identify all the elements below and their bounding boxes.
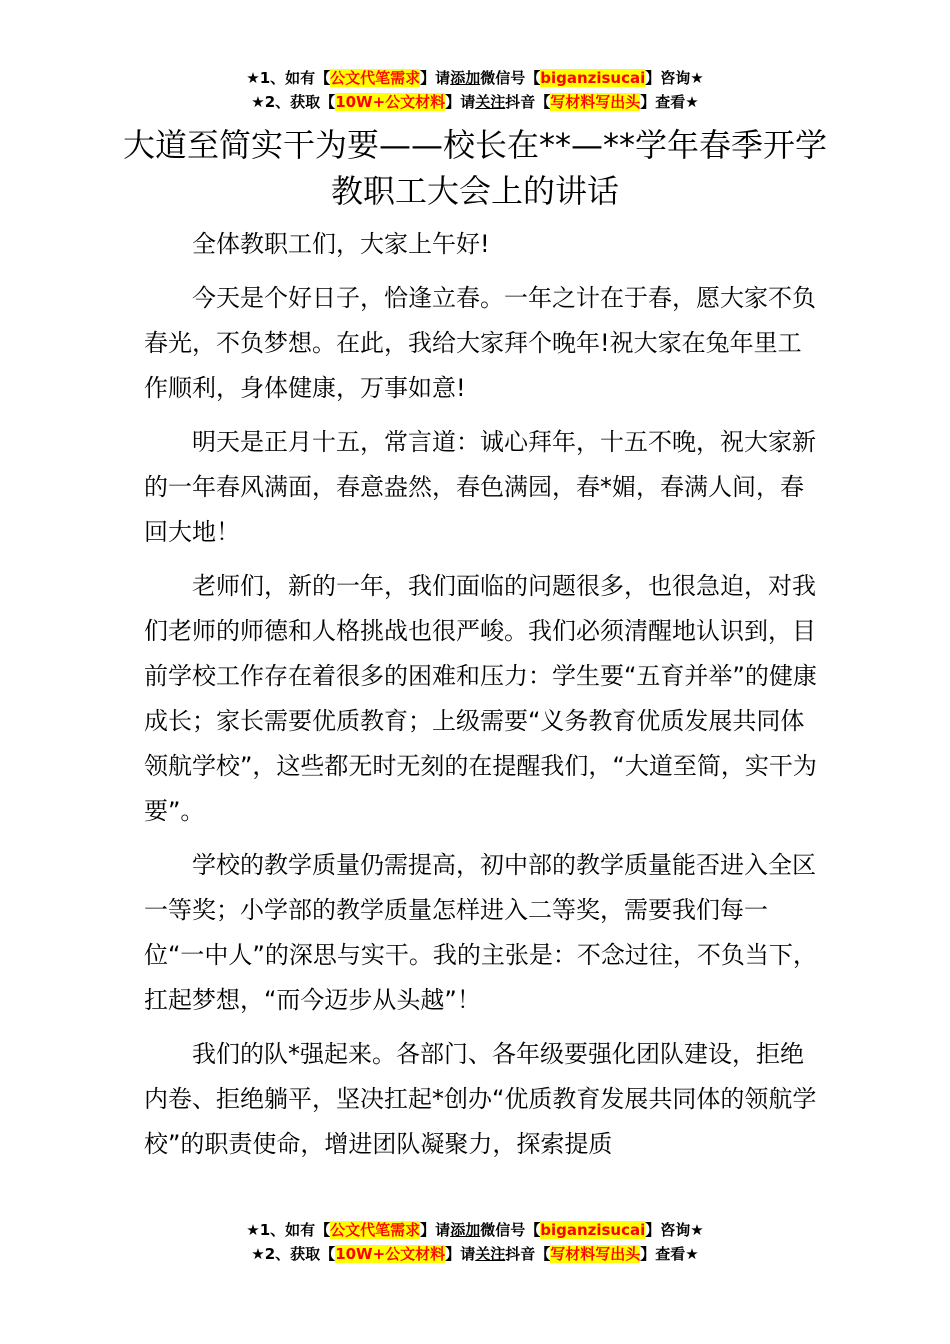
paragraph: 明天是正月十五，常言道：诚心拜年，十五不晚，祝大家新的一年春风满面，春意盎然，春色满园，春*媚，春满人间，春回大地！ bbox=[144, 428, 816, 546]
paragraph: 全体教职工们，大家上午好! bbox=[192, 230, 490, 258]
promo-text: ★1、如有【 bbox=[246, 1221, 331, 1239]
promo-text: 】请 bbox=[420, 69, 451, 87]
paragraph: 今天是个好日子，恰逢立春。一年之计在于春，愿大家不负春光，不负梦想。在此，我给大家拜个晚年!祝大家在兔年里工作顺利，身体健康，万事如意! bbox=[144, 284, 816, 402]
promo-highlight: 写材料写出头 bbox=[550, 93, 641, 111]
document-title: 大道至简实干为要——校长在**—**学年春季开学教职工大会上的讲话 bbox=[122, 126, 827, 210]
promo-text: ★2、获取【 bbox=[251, 93, 336, 111]
promo-line-1 bbox=[0, 1218, 950, 1242]
promo-highlight: biganzisucai bbox=[540, 69, 646, 87]
promo-underline: 添加 bbox=[450, 69, 481, 87]
promo-underline: 关注 bbox=[475, 1245, 506, 1263]
document-body bbox=[144, 222, 824, 1176]
promo-text: 抖音【 bbox=[505, 93, 551, 111]
paragraph: 老师们，新的一年，我们面临的问题很多，也很急迫，对我们老师的师德和人格挑战也很严峻。我们必须清醒地认识到，目前学校工作存在着很多的困难和压力：学生要“五育并举”的健康成长；家长需要优质教育；上级需要“义务教育优质发展共同体领航学校”，这些都无时无刻的在提醒我们，“大道至简，实干为要”。 bbox=[144, 572, 817, 825]
promo-highlight: 10W+公文材料 bbox=[335, 1245, 446, 1263]
promo-text: 微信号【 bbox=[480, 1221, 541, 1239]
paragraph: 我们的队*强起来。各部门、各年级要强化团队建设，拒绝内卷、拒绝躺平，坚决扛起*创办“优质教育发展共同体的领航学校”的职责使命，增进团队凝聚力，探索提质 bbox=[144, 1040, 817, 1158]
promo-text: 】查看★ bbox=[640, 93, 699, 111]
paragraph: 学校的教学质量仍需提高，初中部的教学质量能否进入全区一等奖；小学部的教学质量怎样进入二等奖，需要我们每一位“一中人”的深思与实干。我的主张是：不念过往，不负当下，扛起梦想，“而今迈步从头越”！ bbox=[144, 851, 817, 1014]
promo-text: 】咨询★ bbox=[645, 1221, 704, 1239]
promo-line-1 bbox=[0, 66, 950, 90]
promo-highlight: 公文代笔需求 bbox=[330, 69, 421, 87]
header-promo-banner bbox=[0, 66, 950, 114]
promo-highlight: 公文代笔需求 bbox=[330, 1221, 421, 1239]
promo-highlight: biganzisucai bbox=[540, 1221, 646, 1239]
promo-text: 】请 bbox=[445, 93, 476, 111]
promo-text: 】咨询★ bbox=[645, 69, 704, 87]
promo-text: 抖音【 bbox=[505, 1245, 551, 1263]
promo-highlight: 10W+公文材料 bbox=[335, 93, 446, 111]
promo-text: ★1、如有【 bbox=[246, 69, 331, 87]
promo-text: 】查看★ bbox=[640, 1245, 699, 1263]
footer-promo-banner bbox=[0, 1218, 950, 1266]
promo-text: 微信号【 bbox=[480, 69, 541, 87]
promo-text: ★2、获取【 bbox=[251, 1245, 336, 1263]
promo-text: 】请 bbox=[420, 1221, 451, 1239]
promo-underline: 关注 bbox=[475, 93, 506, 111]
promo-highlight: 写材料写出头 bbox=[550, 1245, 641, 1263]
promo-text: 】请 bbox=[445, 1245, 476, 1263]
promo-line-2 bbox=[0, 90, 950, 114]
promo-underline: 添加 bbox=[450, 1221, 481, 1239]
promo-line-2 bbox=[0, 1242, 950, 1266]
